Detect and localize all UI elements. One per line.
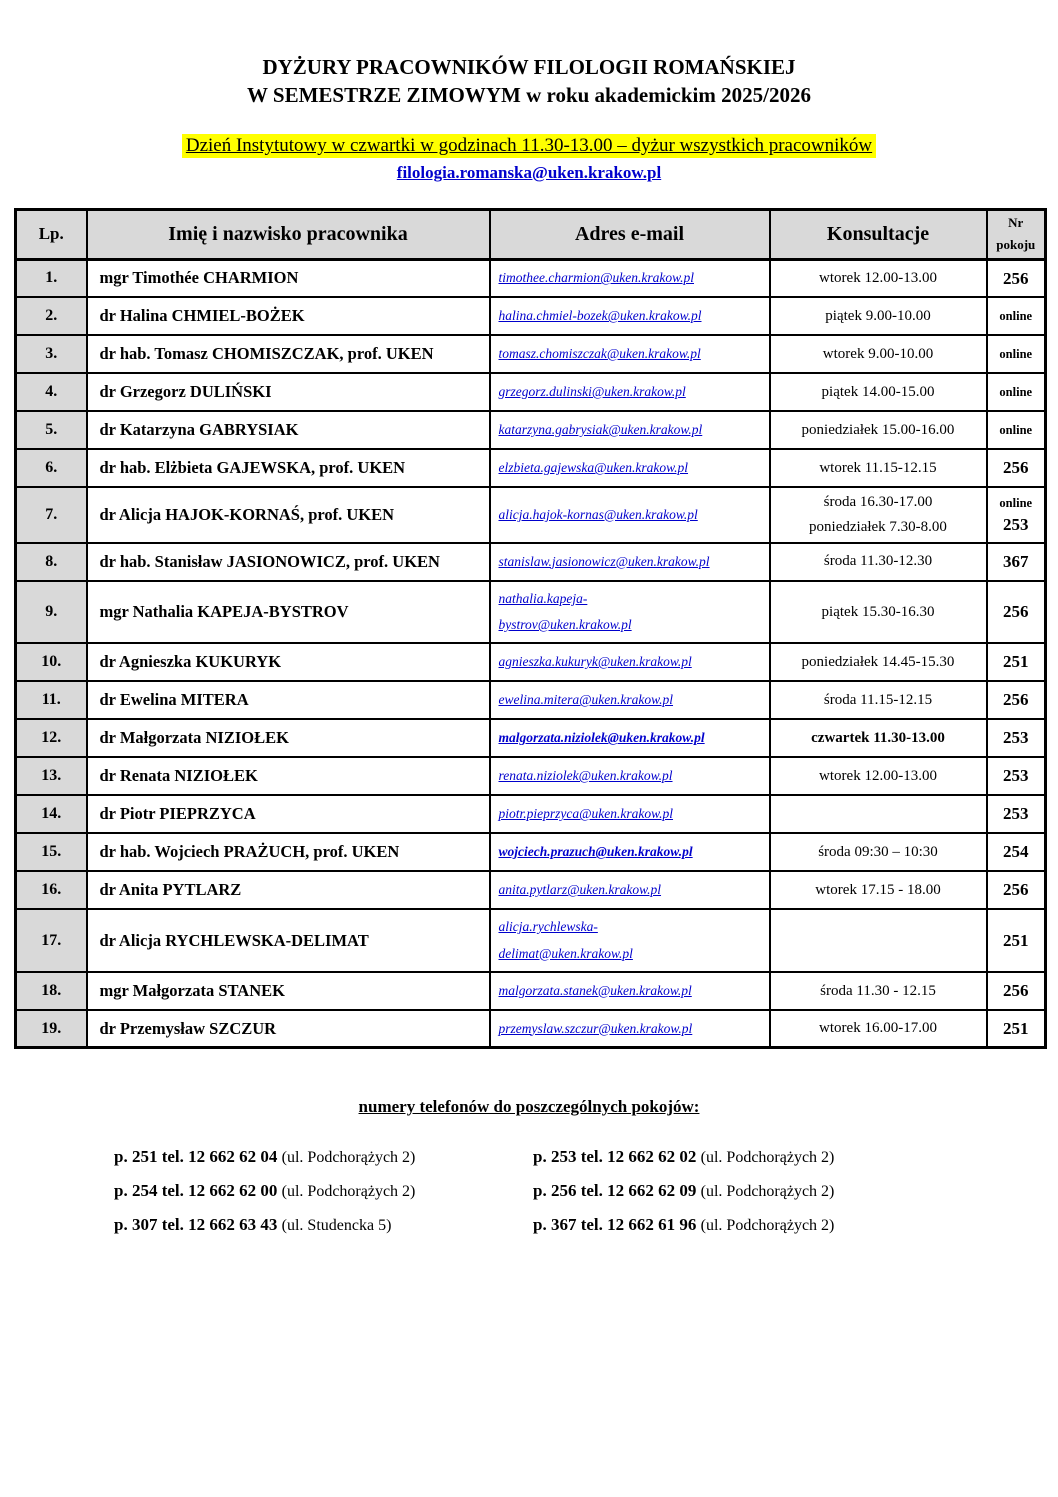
consultation-hours-cell xyxy=(770,795,987,833)
online-label: online xyxy=(999,385,1033,400)
row-number-cell: 11. xyxy=(16,681,87,719)
room-number-cell xyxy=(987,1010,1046,1048)
room-number: 254 xyxy=(1003,842,1029,862)
consultation-hours-cell xyxy=(770,373,987,411)
row-number-cell: 3. xyxy=(16,335,87,373)
email-link[interactable]: alicja.rychlewska- xyxy=(498,919,598,935)
email-link[interactable]: anita.pytlarz@uken.krakow.pl xyxy=(498,882,662,898)
room-number-cell xyxy=(987,543,1046,581)
email-link[interactable]: piotr.pieprzyca@uken.krakow.pl xyxy=(498,806,674,822)
row-number-cell: 10. xyxy=(16,643,87,681)
phone-address: (ul. Podchorążych 2) xyxy=(700,1217,835,1235)
phones-title: numery telefonów do poszczególnych pokojów: xyxy=(358,1097,700,1117)
consultation-time: poniedziałek 15.00-16.00 xyxy=(801,421,955,438)
consultation-time: piątek 9.00-10.00 xyxy=(825,307,931,324)
room-number-cell xyxy=(987,972,1046,1010)
employee-email-cell xyxy=(490,795,770,833)
header-room-line2: pokoju xyxy=(996,237,1036,253)
email-link[interactable]: halina.chmiel-bozek@uken.krakow.pl xyxy=(498,308,702,324)
staff-table-wrap xyxy=(14,208,1044,1050)
title-line-1: DYŻURY PRACOWNIKÓW FILOLOGII ROMAŃSKIEJ xyxy=(262,55,796,79)
employee-name-cell: dr Piotr PIEPRZYCA xyxy=(87,795,490,833)
table-row xyxy=(16,795,1046,833)
row-number-cell: 12. xyxy=(16,719,87,757)
row-number-cell: 19. xyxy=(16,1010,87,1048)
consultation-hours-cell xyxy=(770,833,987,871)
row-number-cell: 9. xyxy=(16,581,87,644)
phone-room-and-number: p. 251 tel. 12 662 62 04 xyxy=(114,1147,282,1167)
header-email: Adres e-mail xyxy=(490,209,770,259)
table-row xyxy=(16,259,1046,297)
consultation-hours-cell xyxy=(770,871,987,909)
header-room xyxy=(987,209,1046,259)
room-number: 367 xyxy=(1003,551,1029,571)
table-row xyxy=(16,487,1046,543)
row-number-cell: 14. xyxy=(16,795,87,833)
consultation-time: poniedziałek 7.30-8.00 xyxy=(809,518,947,535)
email-link[interactable]: malgorzata.niziolek@uken.krakow.pl xyxy=(498,730,705,746)
staff-table xyxy=(14,208,1047,1050)
table-row xyxy=(16,972,1046,1010)
consultation-time: środa 09:30 – 10:30 xyxy=(818,843,938,860)
phone-address: (ul. Studencka 5) xyxy=(281,1217,392,1235)
table-row xyxy=(16,411,1046,449)
consultation-hours-cell xyxy=(770,909,987,972)
consultation-time: wtorek 11.15-12.15 xyxy=(819,459,937,476)
consultation-time: czwartek 11.30-13.00 xyxy=(811,729,945,746)
room-number: 256 xyxy=(1003,981,1029,1001)
employee-name-cell: dr hab. Tomasz CHOMISZCZAK, prof. UKEN xyxy=(87,335,490,373)
phone-room-and-number: p. 254 tel. 12 662 62 00 xyxy=(114,1181,282,1201)
phone-entry xyxy=(114,1181,525,1201)
row-number-cell: 2. xyxy=(16,297,87,335)
phone-entry xyxy=(533,1147,944,1167)
row-number-cell: 7. xyxy=(16,487,87,543)
room-number: 251 xyxy=(1003,930,1029,950)
room-number-cell xyxy=(987,449,1046,487)
consultation-time: środa 16.30-17.00 xyxy=(823,494,933,511)
employee-name-cell: dr Anita PYTLARZ xyxy=(87,871,490,909)
employee-email-cell xyxy=(490,297,770,335)
table-row xyxy=(16,543,1046,581)
employee-email-cell xyxy=(490,909,770,972)
employee-name-cell: dr Grzegorz DULIŃSKI xyxy=(87,373,490,411)
email-link[interactable]: przemyslaw.szczur@uken.krakow.pl xyxy=(498,1020,693,1036)
employee-name-cell: mgr Nathalia KAPEJA-BYSTROV xyxy=(87,581,490,644)
row-number-cell: 18. xyxy=(16,972,87,1010)
header-consultation: Konsultacje xyxy=(770,209,987,259)
consultation-time: środa 11.30-12.30 xyxy=(823,553,933,570)
row-number-cell: 13. xyxy=(16,757,87,795)
room-number-cell xyxy=(987,335,1046,373)
room-number-cell xyxy=(987,681,1046,719)
employee-name-cell: dr Alicja HAJOK-KORNAŚ, prof. UKEN xyxy=(87,487,490,543)
row-number-cell: 15. xyxy=(16,833,87,871)
row-number-cell: 6. xyxy=(16,449,87,487)
email-link[interactable]: delimat@uken.krakow.pl xyxy=(498,945,633,961)
employee-email-cell xyxy=(490,757,770,795)
room-number-cell xyxy=(987,643,1046,681)
email-link[interactable]: stanislaw.jasionowicz@uken.krakow.pl xyxy=(498,553,710,569)
employee-email-cell xyxy=(490,449,770,487)
consultation-hours-cell xyxy=(770,297,987,335)
consultation-time: piątek 15.30-16.30 xyxy=(821,603,935,620)
room-number-cell xyxy=(987,757,1046,795)
consultation-hours-cell xyxy=(770,643,987,681)
employee-name-cell: dr Małgorzata NIZIOŁEK xyxy=(87,719,490,757)
row-number-cell: 1. xyxy=(16,259,87,297)
consultation-hours-cell xyxy=(770,259,987,297)
employee-name-cell: dr Ewelina MITERA xyxy=(87,681,490,719)
phone-room-and-number: p. 256 tel. 12 662 62 09 xyxy=(533,1181,701,1201)
consultation-hours-cell xyxy=(770,681,987,719)
room-number: 251 xyxy=(1003,652,1029,672)
employee-name-cell: dr Katarzyna GABRYSIAK xyxy=(87,411,490,449)
header-room-line1: Nr xyxy=(1008,215,1024,231)
table-row xyxy=(16,1010,1046,1048)
consultation-time: środa 11.15-12.15 xyxy=(823,691,933,708)
room-number: 256 xyxy=(1003,458,1029,478)
phone-entry xyxy=(533,1215,944,1235)
table-row xyxy=(16,373,1046,411)
title-line-2: W SEMESTRZE ZIMOWYM w roku akademickim 2025/2026 xyxy=(247,83,811,108)
consultation-time: wtorek 9.00-10.00 xyxy=(822,345,934,362)
consultation-hours-cell xyxy=(770,972,987,1010)
employee-email-cell xyxy=(490,833,770,871)
consultation-hours-cell xyxy=(770,581,987,644)
room-number-cell xyxy=(987,373,1046,411)
consultation-time: piątek 14.00-15.00 xyxy=(821,383,935,400)
employee-name-cell: dr Renata NIZIOŁEK xyxy=(87,757,490,795)
table-row xyxy=(16,871,1046,909)
phones-list xyxy=(114,1147,944,1235)
row-number-cell: 17. xyxy=(16,909,87,972)
table-row xyxy=(16,297,1046,335)
email-link[interactable]: agnieszka.kukuryk@uken.krakow.pl xyxy=(498,654,692,670)
email-link[interactable]: ewelina.mitera@uken.krakow.pl xyxy=(498,692,674,708)
email-link[interactable]: renata.niziolek@uken.krakow.pl xyxy=(498,768,673,784)
email-link[interactable]: wojciech.prazuch@uken.krakow.pl xyxy=(498,844,693,860)
employee-email-cell xyxy=(490,335,770,373)
online-label: online xyxy=(999,309,1033,324)
employee-name-cell: dr hab. Stanisław JASIONOWICZ, prof. UKEN xyxy=(87,543,490,581)
institute-day-note-line xyxy=(0,134,1058,158)
employee-email-cell xyxy=(490,871,770,909)
room-number: 253 xyxy=(1003,728,1029,748)
employee-name-cell: dr Halina CHMIEL-BOŻEK xyxy=(87,297,490,335)
consultation-time: wtorek 12.00-13.00 xyxy=(819,270,937,287)
department-email-link[interactable]: filologia.romanska@uken.krakow.pl xyxy=(396,162,662,182)
room-number-cell xyxy=(987,259,1046,297)
room-number-cell xyxy=(987,719,1046,757)
employee-email-cell xyxy=(490,681,770,719)
phone-room-and-number: p. 253 tel. 12 662 62 02 xyxy=(533,1147,701,1167)
phone-entry xyxy=(533,1181,944,1201)
consultation-hours-cell xyxy=(770,543,987,581)
employee-name-cell: mgr Małgorzata STANEK xyxy=(87,972,490,1010)
room-number: 253 xyxy=(1003,766,1029,786)
room-number-cell xyxy=(987,909,1046,972)
phone-address: (ul. Podchorążych 2) xyxy=(281,1149,416,1167)
employee-email-cell xyxy=(490,972,770,1010)
email-link[interactable]: nathalia.kapeja- xyxy=(498,590,588,606)
room-number-cell xyxy=(987,411,1046,449)
department-email-line xyxy=(0,163,1058,183)
employee-name-cell: dr hab. Wojciech PRAŻUCH, prof. UKEN xyxy=(87,833,490,871)
consultation-hours-cell xyxy=(770,487,987,543)
room-number-cell xyxy=(987,795,1046,833)
employee-name-cell: mgr Timothée CHARMION xyxy=(87,259,490,297)
employee-email-cell xyxy=(490,719,770,757)
room-number: 251 xyxy=(1003,1018,1029,1038)
phone-address: (ul. Podchorążych 2) xyxy=(281,1183,416,1201)
table-body xyxy=(16,259,1046,1048)
table-row xyxy=(16,643,1046,681)
room-number: 253 xyxy=(1003,515,1029,535)
room-number: 253 xyxy=(1003,804,1029,824)
phone-address: (ul. Podchorążych 2) xyxy=(700,1149,835,1167)
email-link[interactable]: alicja.hajok-kornas@uken.krakow.pl xyxy=(498,506,698,522)
table-row xyxy=(16,581,1046,644)
consultation-hours-cell xyxy=(770,335,987,373)
phone-room-and-number: p. 367 tel. 12 662 61 96 xyxy=(533,1215,701,1235)
employee-email-cell xyxy=(490,411,770,449)
table-header xyxy=(16,209,1046,259)
email-link[interactable]: grzegorz.dulinski@uken.krakow.pl xyxy=(498,384,686,400)
institute-day-note: Dzień Instytutowy w czwartki w godzinach 11.30-13.00 – dyżur wszystkich pracowników xyxy=(182,134,876,158)
consultation-time: wtorek 17.15 - 18.00 xyxy=(815,881,941,898)
email-link[interactable]: malgorzata.stanek@uken.krakow.pl xyxy=(498,982,692,998)
consultation-hours-cell xyxy=(770,1010,987,1048)
header-lp: Lp. xyxy=(16,209,87,259)
employee-name-cell: dr Agnieszka KUKURYK xyxy=(87,643,490,681)
employee-email-cell xyxy=(490,259,770,297)
room-number: 256 xyxy=(1003,602,1029,622)
room-number-cell xyxy=(987,581,1046,644)
online-label: online xyxy=(999,423,1033,438)
phone-entry xyxy=(114,1147,525,1167)
email-link[interactable]: katarzyna.gabrysiak@uken.krakow.pl xyxy=(498,422,703,438)
room-number-cell xyxy=(987,871,1046,909)
room-number: 256 xyxy=(1003,268,1029,288)
phone-entry xyxy=(114,1215,525,1235)
row-number-cell: 5. xyxy=(16,411,87,449)
room-number: 256 xyxy=(1003,690,1029,710)
room-number-cell xyxy=(987,487,1046,543)
email-link[interactable]: elzbieta.gajewska@uken.krakow.pl xyxy=(498,460,689,476)
employee-email-cell xyxy=(490,1010,770,1048)
consultation-time: poniedziałek 14.45-15.30 xyxy=(801,653,955,670)
employee-name-cell: dr Przemysław SZCZUR xyxy=(87,1010,490,1048)
table-row xyxy=(16,449,1046,487)
table-header-row xyxy=(16,209,1046,259)
page-title xyxy=(0,53,1058,110)
room-number-cell xyxy=(987,833,1046,871)
room-number-cell xyxy=(987,297,1046,335)
row-number-cell: 16. xyxy=(16,871,87,909)
consultation-hours-cell xyxy=(770,719,987,757)
table-row xyxy=(16,909,1046,972)
consultation-time: wtorek 12.00-13.00 xyxy=(819,767,937,784)
table-row xyxy=(16,757,1046,795)
consultation-hours-cell xyxy=(770,449,987,487)
email-link[interactable]: bystrov@uken.krakow.pl xyxy=(498,617,632,632)
consultation-hours-cell xyxy=(770,757,987,795)
phone-room-and-number: p. 307 tel. 12 662 63 43 xyxy=(114,1215,282,1235)
online-label: online xyxy=(999,347,1033,362)
row-number-cell: 8. xyxy=(16,543,87,581)
table-row xyxy=(16,719,1046,757)
employee-email-cell xyxy=(490,373,770,411)
employee-email-cell xyxy=(490,643,770,681)
table-row xyxy=(16,681,1046,719)
employee-email-cell xyxy=(490,581,770,644)
table-row xyxy=(16,335,1046,373)
document-header xyxy=(0,0,1058,183)
employee-email-cell xyxy=(490,487,770,543)
consultation-time: wtorek 16.00-17.00 xyxy=(819,1020,937,1037)
consultation-hours-cell xyxy=(770,411,987,449)
employee-email-cell xyxy=(490,543,770,581)
phones-title-line xyxy=(0,1097,1058,1117)
row-number-cell: 4. xyxy=(16,373,87,411)
email-link[interactable]: timothee.charmion@uken.krakow.pl xyxy=(498,270,694,286)
room-number: 256 xyxy=(1003,880,1029,900)
employee-name-cell: dr Alicja RYCHLEWSKA-DELIMAT xyxy=(87,909,490,972)
email-link[interactable]: tomasz.chomiszczak@uken.krakow.pl xyxy=(498,346,701,362)
consultation-time: środa 11.30 - 12.15 xyxy=(820,982,936,999)
employee-name-cell: dr hab. Elżbieta GAJEWSKA, prof. UKEN xyxy=(87,449,490,487)
header-name: Imię i nazwisko pracownika xyxy=(87,209,490,259)
online-label: online xyxy=(999,496,1033,511)
phone-address: (ul. Podchorążych 2) xyxy=(700,1183,835,1201)
table-row xyxy=(16,833,1046,871)
